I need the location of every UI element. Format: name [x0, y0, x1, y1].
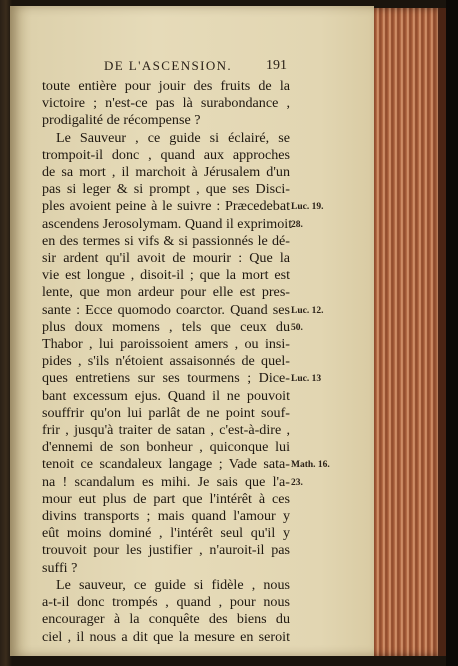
text-line: ciel , il nous a dit que la mesure en seroit	[42, 628, 290, 645]
margin-reference: 50.	[291, 322, 303, 333]
margin-reference: Luc. 19.	[291, 202, 324, 213]
margin-reference: Luc. 13	[291, 374, 322, 385]
text-line: trompoit-il donc , quand aux approches	[42, 146, 290, 163]
text-line: plus doux momens , tels que ceux du	[42, 318, 290, 335]
text-line: toute entière pour jouir des fruits de la	[42, 78, 290, 94]
text-line: Thabor , lui paroissoient amers , ou insi-	[42, 336, 290, 353]
text-line: Le Sauveur , ce guide si éclairé, se	[56, 129, 290, 146]
text-line: suffi ?	[42, 559, 78, 576]
text-line: na ! scandalum es mihi. Je sais que l'a-	[42, 473, 290, 490]
text-line: ques entretiens sur ses tourmens ; Dice-	[42, 370, 290, 387]
page-edges	[374, 8, 446, 656]
text-line: ascendens Jerosolymam. Quand il exprimoit	[42, 215, 293, 232]
text-line: Le sauveur, ce guide si fidèle , nous	[56, 576, 290, 593]
text-line: sir ardent qu'il avoit de mourir : Que la	[42, 250, 290, 267]
text-line: pas si leger & si prompt , que ses Disci-	[42, 181, 290, 198]
text-line: prodigalité de récompense ?	[42, 112, 201, 129]
text-line: vie est longue , disoit-il ; que la mort est	[42, 267, 290, 284]
body-text	[42, 78, 293, 646]
text-line: sante : Ecce quomodo coarctor. Quand ses	[42, 301, 290, 318]
text-line: lente, que mon ardeur pour elle est pres-	[42, 284, 290, 301]
page-header	[0, 58, 300, 76]
text-line: pides , s'ils n'étoient assaisonnés de quel-	[42, 353, 290, 370]
text-line: divins transports ; mais quand l'amour y	[42, 508, 290, 525]
margin-reference: Math. 16.	[291, 460, 330, 471]
text-line: eût moins dominé , l'intérêt seul qu'il y	[42, 525, 290, 542]
margin-reference: 23.	[291, 477, 303, 488]
text-line: d'ennemi de son bonheur , quiconque lui	[42, 439, 290, 456]
text-line: ples avoient peine à le suivre : Præcedebat	[42, 198, 290, 215]
text-line: frir , jusqu'à traiter de satan , c'est-à-dire ,	[42, 422, 290, 439]
text-line: mour eut plus de part que l'intérêt à ces	[42, 490, 290, 507]
text-line: de sa mort , il marchoit à Jérusalem d'un	[42, 164, 290, 181]
text-line: trouvoit pour les justifier , n'auroit-il pas	[42, 542, 290, 559]
running-title: DE L'ASCENSION.	[104, 58, 233, 73]
text-line: victoire ; n'est-ce pas là surabondance ,	[42, 95, 290, 112]
text-line: a-t-il donc trompés , quand , pour nous	[42, 594, 290, 611]
text-line: encourager à la conquête des biens du	[42, 611, 290, 628]
text-line: souffrir qu'on lui parlât de ne point souf-	[42, 404, 290, 421]
text-line: en des termes si vifs & si passionnés le dé-	[42, 232, 290, 249]
page-number: 191	[266, 58, 287, 73]
book-cover-edge	[438, 8, 446, 656]
margin-reference: 28.	[291, 219, 303, 230]
text-line: bant excessum ejus. Quand il ne pouvoit	[42, 387, 290, 404]
text-line: tenoit ce scandaleux langage ; Vade sata-	[42, 456, 290, 473]
margin-reference: Luc. 12.	[291, 305, 324, 316]
